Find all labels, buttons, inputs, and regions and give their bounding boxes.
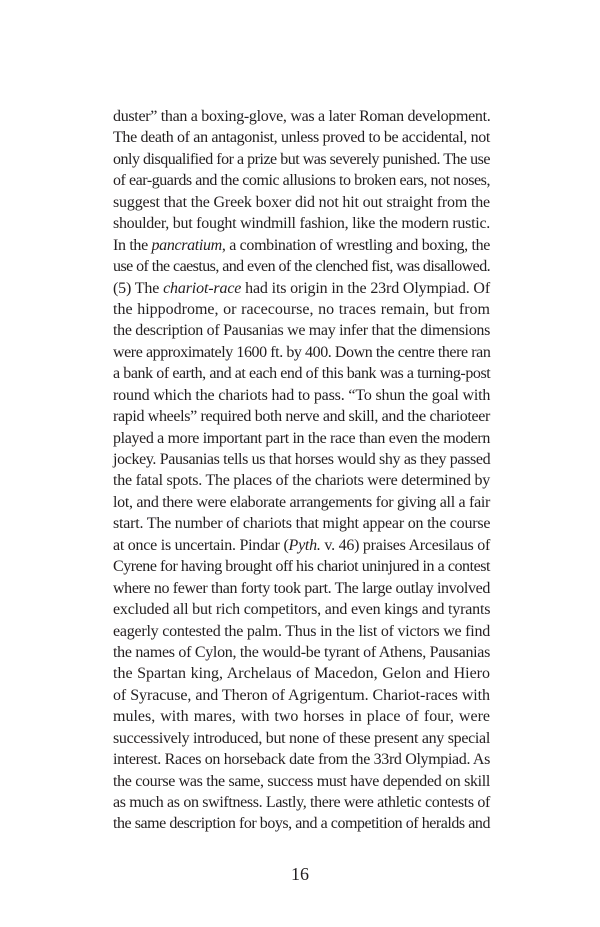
italic-text: chariot-race [163,279,242,297]
text-line [113,706,490,727]
text-run: where no fewer than forty took part. The large outlay involved [113,579,490,597]
text-line [113,663,490,684]
text-line [113,170,490,191]
text-run: only disqualified for a prize but was severely punished. The use [113,150,491,168]
text-run: as much as on swiftness. Lastly, there were athletic contests of [113,794,490,811]
text-line [113,256,490,277]
text-run: eagerly contested the palm. Thus in the list of victors we find [113,622,490,640]
italic-text: pancratium [151,236,222,254]
text-run: at once is uncertain. Pindar ( [113,536,289,554]
text-line [113,642,490,663]
text-line [113,213,490,234]
text-line [113,470,490,491]
text-run: In the [113,236,152,254]
text-run: the Spartan king, Archelaus of Macedon, Gelon and Hiero [113,665,490,683]
text-run: played a more important part in the race than even the modern [113,429,490,447]
text-run: lot, and there were elaborate arrangements for giving all a fair [113,493,490,511]
text-line [113,578,490,599]
text-run: round which the chariots had to pass. “To shun the goal with [113,386,491,404]
text-run: the same description for boys, and a competition of heralds and [113,815,490,833]
text-line [113,363,490,384]
text-run: v. 46) praises Arcesilaus of [320,536,491,554]
text-run: the description of Pausanias we may infer that the dimensions [113,322,490,340]
text-run: start. The number of chariots that might appear on the course [113,515,491,533]
text-line [113,771,490,792]
text-run: successively introduced, but none of these present any special [113,729,490,747]
text-line [113,492,490,513]
text-run: use of the caestus, and even of the clenched fist, was disallowed. [113,258,491,276]
text-run: excluded all but rich competitors, and even kings and tyrants [113,601,491,619]
text-line [113,278,490,299]
text-run: suggest that the Greek boxer did not hit out straight from the [113,193,490,211]
text-run: were approximately 1600 ft. by 400. Down the centre there ran [113,343,491,361]
text-run: The death of an antagonist, unless proved to be accidental, not [113,129,490,147]
text-line [113,792,490,813]
text-run: the course was the same, success must have depended on skill [113,772,490,790]
text-run: the fatal spots. The places of the chariots were determined by [113,472,491,490]
page-number: 16 [291,864,309,884]
text-line [113,621,490,642]
text-run: of ear-guards and the comic allusions to broken ears, not noses, [113,172,490,190]
text-run: interest. Races on horseback date from the 33rd Olympiad. As [113,751,490,769]
text-line [113,749,490,770]
text-line [113,385,490,406]
text-line [113,235,490,256]
text-run: a bank of earth, and at each end of this bank was a turning-post [113,365,491,383]
text-run: , a combination of wrestling and boxing, the [221,236,490,254]
text-line [113,449,490,470]
text-run: the hippodrome, or racecourse, no traces remain, but from [113,300,490,318]
text-line [113,320,490,341]
text-run: shoulder, but fought windmill fashion, like the modern rustic. [113,215,490,233]
text-line [113,728,490,749]
italic-text: Pyth. [288,536,321,554]
text-line [113,406,490,427]
text-run: the names of Cylon, the would-be tyrant of Athens, Pausanias [113,643,491,661]
text-line [113,149,490,170]
text-run: rapid wheels” required both nerve and skill, and the charioteer [113,408,490,426]
text-run: Cyrene for having brought off his chariot uninjured in a contest [113,558,490,576]
text-line [113,299,490,320]
text-line [113,556,490,577]
text-run: mules, with mares, with two horses in place of four, were [113,708,490,726]
text-line [113,342,490,363]
text-line [113,535,490,556]
text-run: had its origin in the 23rd Olympiad. Of [241,279,490,297]
text-run: duster” than a boxing-glove, was a later Roman development. [113,108,491,125]
body-text [113,106,490,835]
text-run: jockey. Pausanias tells us that horses would shy as they passed [113,451,491,468]
text-line [113,599,490,620]
text-line [113,513,490,534]
text-line [113,127,490,148]
text-line [113,685,490,706]
text-line [113,192,490,213]
text-run: of Syracuse, and Theron of Agrigentum. Chariot-races with [113,686,490,704]
text-run: (5) The [113,279,164,297]
text-line [113,428,490,449]
text-line [113,813,490,834]
text-line [113,106,490,127]
